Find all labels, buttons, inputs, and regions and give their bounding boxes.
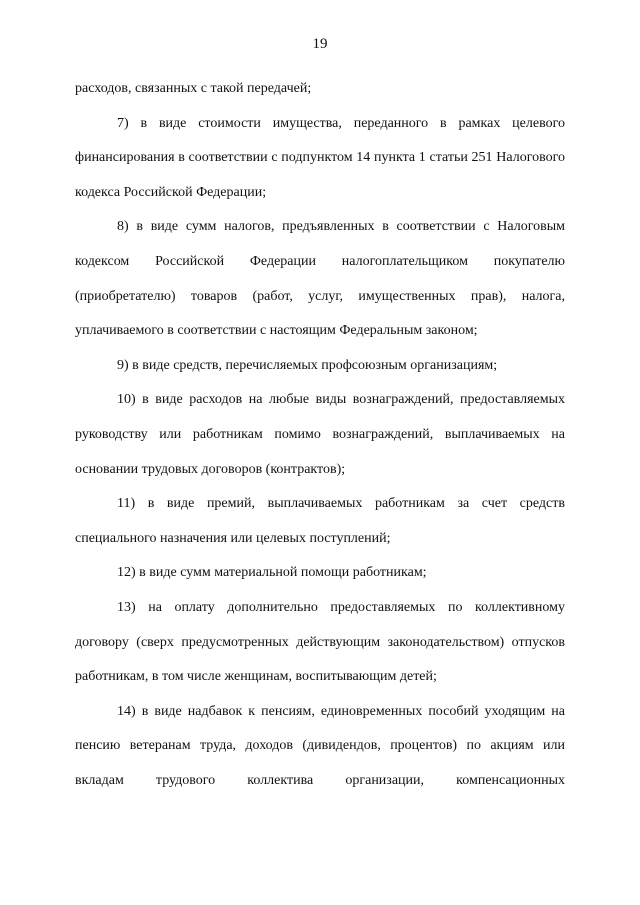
paragraph-item-13: 13) на оплату дополнительно предоставляемых по коллективному договору (сверх предусмотренных действующим законодательством) отпусков работникам, в том числе женщинам, воспитывающим детей;	[75, 599, 565, 685]
page-number: 19	[312, 36, 328, 52]
paragraph-item-9: 9) в виде средств, перечисляемых профсоюзным организациям;	[117, 357, 498, 373]
paragraph-item-11: 11) в виде премий, выплачиваемых работникам за счет средств специального назначения или целевых поступлений;	[75, 496, 565, 546]
paragraph-item-12: 12) в виде сумм материальной помощи работникам;	[117, 565, 427, 581]
paragraph-item-8: 8) в виде сумм налогов, предъявленных в соответствии с Налоговым кодексом Российской Федерации налогоплательщиком покупателю (приобретателю) товаров (работ, услуг, имущественных прав), налога, уплачиваемого в соответствии с настоящим Федеральным законом;	[75, 219, 565, 339]
document-body	[75, 72, 565, 798]
paragraph-continuation: расходов, связанных с такой передачей;	[75, 81, 312, 96]
paragraph-item-14: 14) в виде надбавок к пенсиям, единовременных пособий уходящим на пенсию ветеранам труда, доходов (дивидендов, процентов) по акциям или вкладам трудового коллектива организации, компенсационных	[75, 703, 565, 788]
paragraph-item-10: 10) в виде расходов на любые виды вознаграждений, предоставляемых руководству или работникам помимо вознаграждений, выплачиваемых на основании трудовых договоров (контрактов);	[75, 392, 565, 477]
paragraph-item-7: 7) в виде стоимости имущества, переданного в рамках целевого финансирования в соответствии с подпунктом 14 пункта 1 статьи 251 Налогового кодекса Российской Федерации;	[75, 115, 565, 200]
